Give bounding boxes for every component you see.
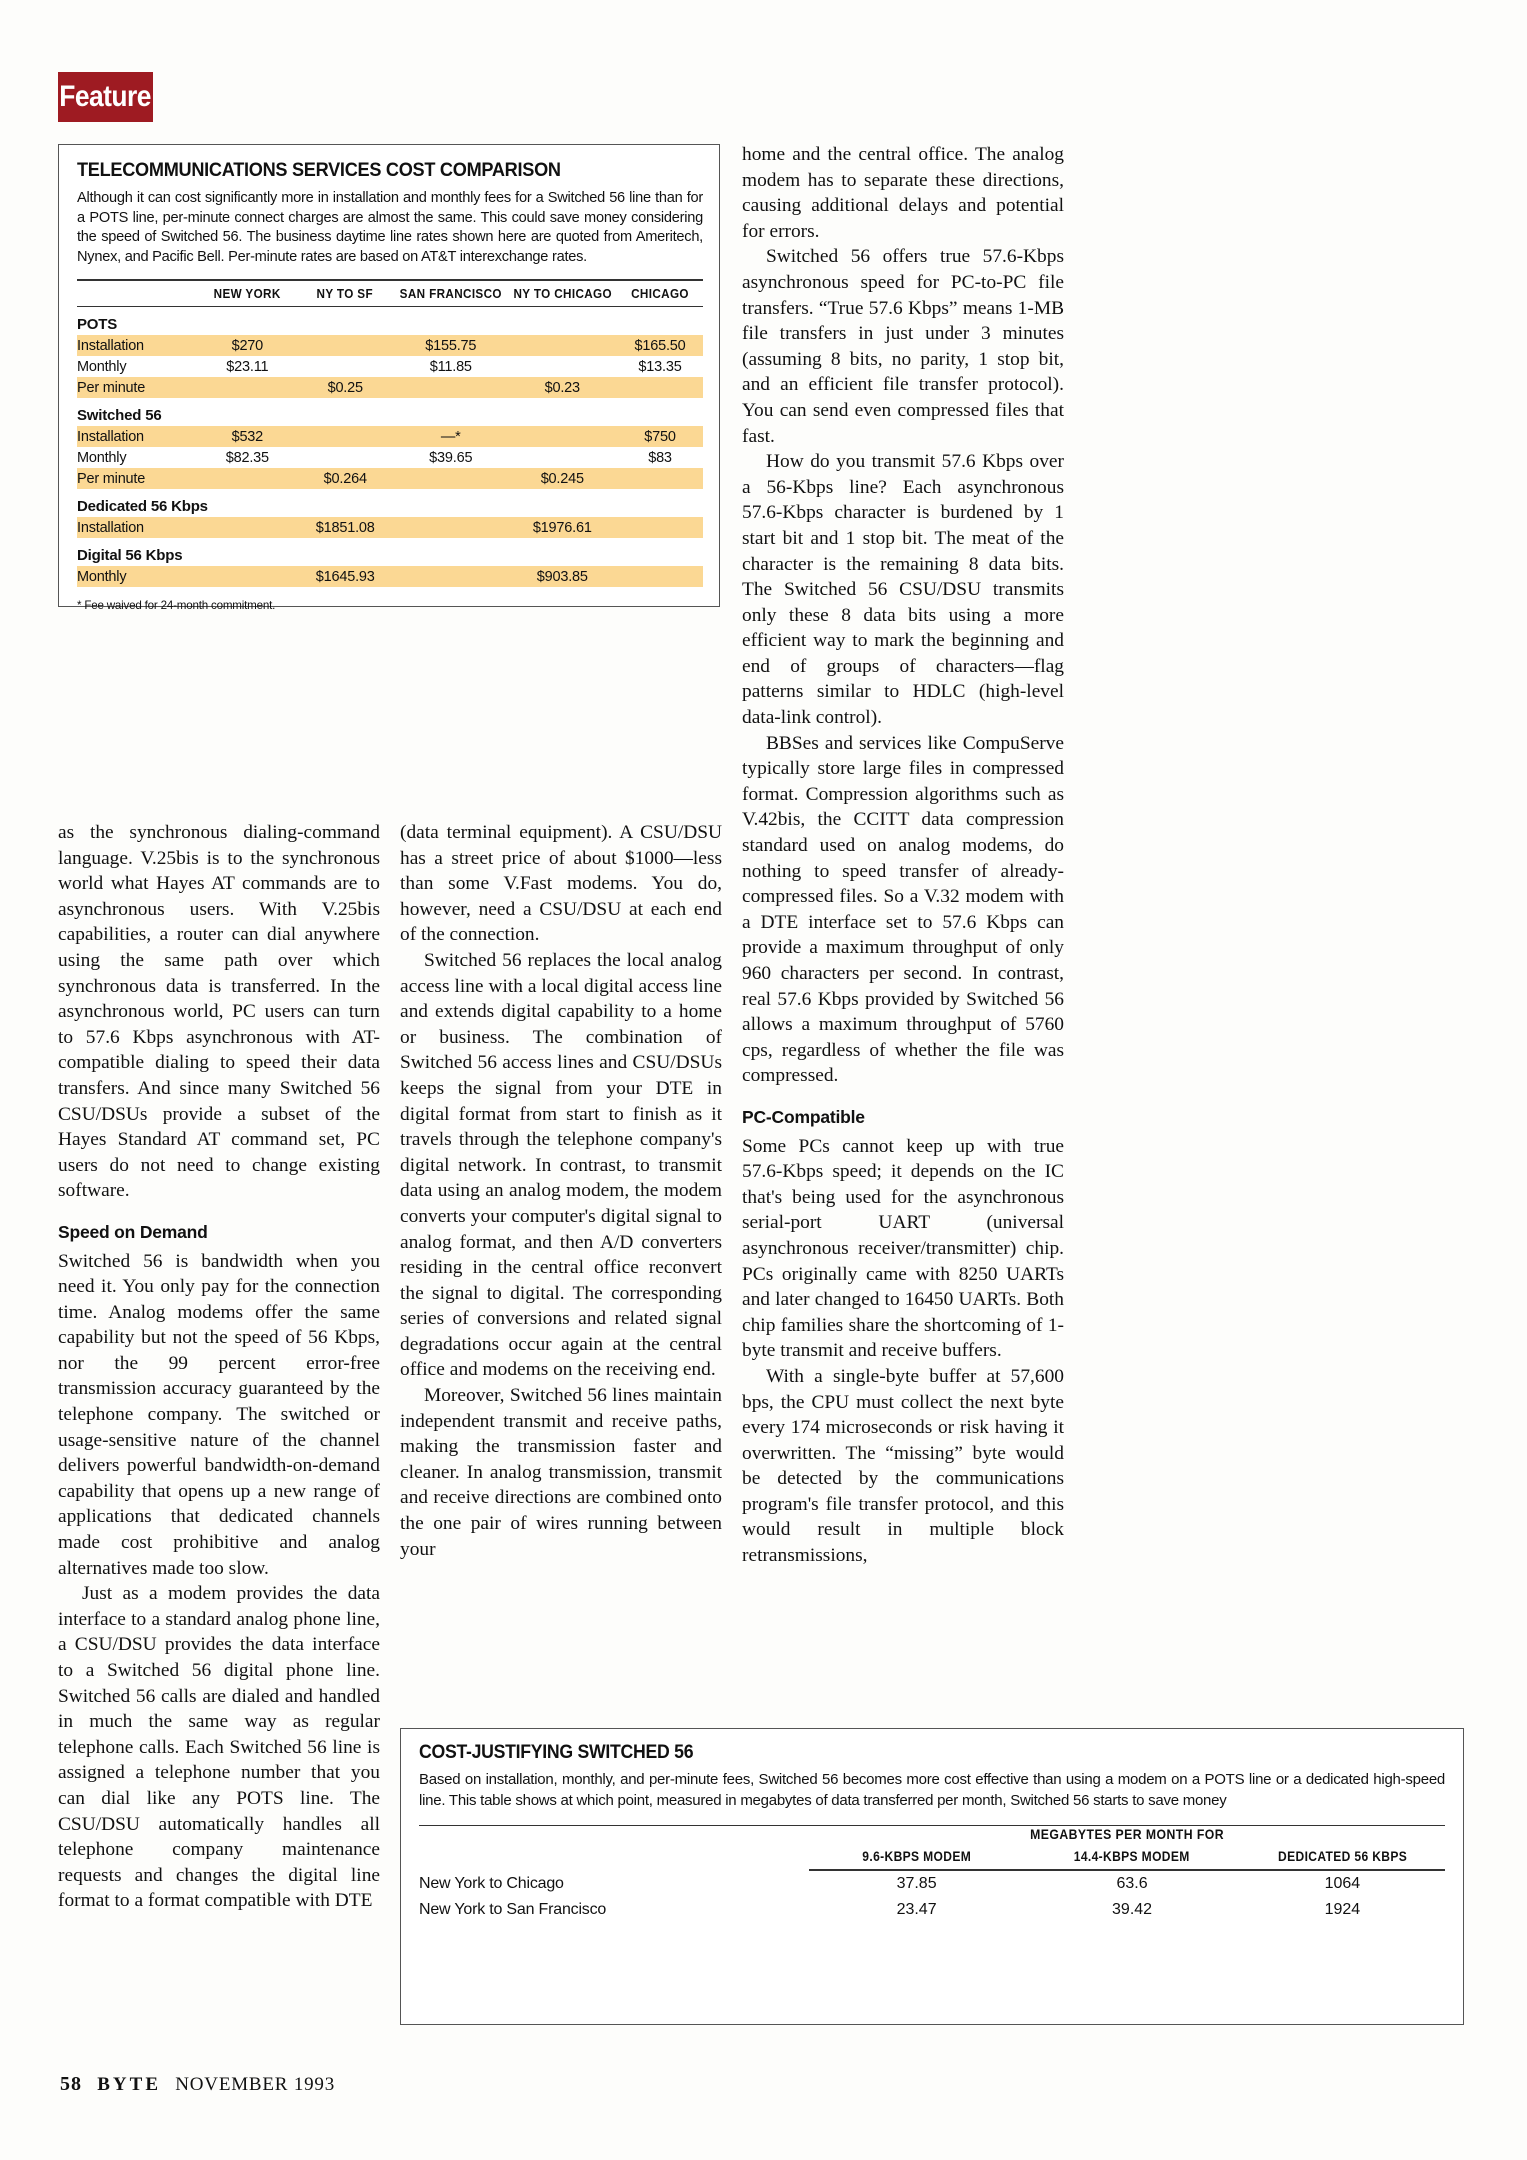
cell-ny-to-sf	[296, 447, 394, 468]
col-head-new-york: NEW YORK	[203, 280, 291, 307]
paragraph: Some PCs cannot keep up with true 57.6-Kbps speed; it depends on the IC that's being used for the asynchronous serial-port UART (universal asynchronous receiver/transmitter) chip. PCs originally came with 8250 UARTs and later changed to 16450 UARTs. Both chip families share the shortcoming of 1-byte transmit and receive buffers.	[742, 1135, 1064, 1362]
cell-san-francisco: —*	[440, 428, 461, 445]
cell-san-francisco	[394, 517, 508, 538]
cell-chicago: $13.35	[638, 358, 682, 375]
cell-chicago	[617, 517, 703, 538]
cell-new-york: $82.35	[225, 449, 269, 466]
table-row	[77, 377, 703, 398]
paragraph: With a single-byte buffer at 57,600 bps, the CPU must collect the next byte every 174 microseconds or risk having it overwritten. The “missing” byte would be detected by the communications program's file transfer protocol, and this would result in multiple block retransmissions,	[742, 1365, 1064, 1567]
table-row	[77, 335, 703, 356]
paragraph: (data terminal equipment). A CSU/DSU has a street price of about $1000—less than some V.Fast modems. You do, however, need a CSU/DSU at each end of the connection.	[400, 822, 722, 946]
table-row	[77, 447, 703, 468]
cell-ny-to-sf: $1645.93	[315, 568, 375, 585]
group-row-dedicated-56-kbps	[77, 489, 703, 517]
group-row-pots	[77, 307, 703, 336]
cost-comparison-table	[77, 279, 703, 587]
cj-col-head-dedicated-56-kbps: DEDICATED 56 KBPS	[1250, 1845, 1435, 1870]
cell-ny-to-chicago	[508, 335, 617, 356]
cj-spacer	[747, 1870, 809, 1897]
footer-page-number: 58	[60, 2073, 82, 2095]
row-label: Per minute	[77, 470, 146, 487]
group-label: POTS	[77, 316, 118, 334]
paragraph: How do you transmit 57.6 Kbps over a 56-Kbps line? Each asynchronous 57.6-Kbps character is burdened by 1 start bit and 1 stop bit. The meat of the character is the remaining 8 data bits. The Switched 56 CSU/DSU transmits only these 8 data bits using a more efficient way to mark the beginning and end of groups of characters—flag patterns similar to HDLC (high-level data-link control).	[742, 451, 1064, 729]
cell-ny-to-chicago: $0.23	[544, 379, 580, 396]
cj-blank-3	[419, 1845, 747, 1870]
cj-blank-2	[747, 1826, 809, 1846]
row-label: Monthly	[77, 568, 127, 585]
cell-96-kbps-modem: 23.47	[896, 1901, 937, 1918]
cell-chicago	[617, 566, 703, 587]
cell-chicago	[617, 468, 703, 489]
cost-table-body	[77, 307, 703, 588]
table-row	[77, 468, 703, 489]
paragraph: as the synchronous dialing-command language. V.25bis is to the synchronous world what Hayes AT commands are to asynchronous users. With V.25bis capabilities, a router can dial anywhere using the same path over which synchronous data is transferred. In the asynchronous world, PC users can turn to 57.6 Kbps asynchronous with AT-compatible dialing to speed their data transfers. And since many Switched 56 CSU/DSUs provide a subset of the Hayes Standard AT command set, PC users do not need to change existing software.	[58, 822, 380, 1202]
col-head-san-francisco: SAN FRANCISCO	[400, 280, 502, 307]
feature-flag	[58, 72, 153, 122]
cell-san-francisco	[394, 566, 508, 587]
body-column-2	[400, 820, 722, 1562]
table-row	[419, 1897, 1445, 1923]
body-column-3	[742, 142, 1064, 1569]
subhead-speed-on-demand: Speed on Demand	[58, 1221, 208, 1242]
cell-san-francisco: $39.65	[429, 449, 473, 466]
paragraph: home and the central office. The analog modem has to separate these directions, causing additional delays and potential for errors.	[742, 144, 1064, 242]
group-label: Dedicated 56 Kbps	[77, 498, 208, 516]
paragraph: Just as a modem provides the data interface to a standard analog phone line, a CSU/DSU provides the data interface to a Switched 56 digital phone line. Switched 56 calls are dialed and handled in much the same way as regular telephone calls. Each Switched 56 line is assigned a telephone number that you can dial like any POTS line. The CSU/DSU automatically handles all telephone company maintenance requests and changes the digital line format to a format compatible with DTE	[58, 1583, 380, 1912]
group-label: Switched 56	[77, 407, 162, 425]
cell-san-francisco: $155.75	[425, 337, 477, 354]
cell-ny-to-chicago	[508, 426, 617, 447]
cell-san-francisco	[394, 468, 508, 489]
cell-ny-to-sf	[296, 426, 394, 447]
table-row	[77, 356, 703, 377]
group-row-digital-56-kbps	[77, 538, 703, 566]
cj-col-head-96-kbps-modem: 9.6-KBPS MODEM	[820, 1845, 1014, 1870]
row-label: Installation	[77, 428, 144, 445]
top-box-title: TELECOMMUNICATIONS SERVICES COST COMPARISON	[77, 159, 561, 181]
cj-table-header	[419, 1826, 1445, 1871]
cell-ny-to-chicago	[508, 356, 617, 377]
cell-144-kbps-modem: 39.42	[1112, 1901, 1153, 1918]
cell-new-york	[198, 517, 296, 538]
cell-san-francisco: $11.85	[429, 358, 472, 375]
cj-table-body	[419, 1870, 1445, 1923]
cell-ny-to-sf: $0.25	[327, 379, 363, 396]
cell-ny-to-chicago	[508, 447, 617, 468]
paragraph: BBSes and services like CompuServe typically store large files in compressed format. Compression algorithms such as V.42bis, the CCITT data compression standard used on analog modems, do nothing to speed transfer of already-compressed files. So a V.32 modem with a DTE interface set to 57.6 Kbps can provide a maximum throughput of only 960 characters per second. In contrast, real 57.6 Kbps provided by Switched 56 allows a maximum throughput of 5760 cps, regardless of whether the file was compressed.	[742, 732, 1064, 1087]
cell-chicago	[617, 377, 703, 398]
row-label: Monthly	[77, 449, 127, 466]
cell-ny-to-sf	[296, 335, 394, 356]
table-footnote: * Fee waived for 24-month commitment.	[77, 599, 276, 613]
cj-spacer	[747, 1897, 809, 1923]
body-column-1	[58, 820, 380, 1914]
group-row-switched-56	[77, 398, 703, 426]
cell-chicago: $750	[644, 428, 676, 445]
top-box-description: Although it can cost significantly more in installation and monthly fees for a Switched 56 line than for a POTS line, per-minute connect charges are almost the same. This could save money considering the speed of Switched 56. The business daytime line rates shown here are quoted from Ameritech, Nynex, and Pacific Bell. Per-minute rates are based on AT&T interexchange rates.	[77, 190, 703, 265]
cost-justifying-table	[419, 1825, 1445, 1923]
cell-san-francisco	[394, 377, 508, 398]
cell-144-kbps-modem: 63.6	[1116, 1875, 1148, 1892]
cell-dedicated-56-kbps: 1924	[1324, 1901, 1361, 1918]
col-head-chicago: CHICAGO	[621, 280, 698, 307]
row-label: New York to Chicago	[419, 1874, 564, 1892]
cell-new-york: $270	[231, 337, 264, 354]
table-row	[77, 566, 703, 587]
col-head-blank	[83, 280, 192, 307]
row-label: Installation	[77, 519, 144, 536]
cell-dedicated-56-kbps: 1064	[1324, 1875, 1361, 1892]
cell-ny-to-sf	[296, 356, 394, 377]
row-label: Per minute	[77, 379, 146, 396]
page-footer	[60, 2073, 335, 2096]
paragraph: Moreover, Switched 56 lines maintain independent transmit and receive paths, making the transmission faster and cleaner. In analog transmission, transmit and receive directions are combined onto the one pair of wires running between your	[400, 1385, 722, 1560]
cell-chicago: $165.50	[634, 337, 686, 354]
col-head-ny-to-sf: NY TO SF	[301, 280, 389, 307]
row-label: New York to San Francisco	[419, 1901, 607, 1918]
cell-new-york	[198, 377, 296, 398]
table-header	[77, 280, 703, 307]
cell-chicago: $83	[648, 449, 672, 466]
table-row	[77, 517, 703, 538]
cell-96-kbps-modem: 37.85	[896, 1875, 937, 1892]
cj-blank-1	[419, 1826, 747, 1846]
paragraph: Switched 56 is bandwidth when you need it. You only pay for the connection time. Analog modems offer the same capability but not the speed of 56 Kbps, nor the 99 percent error-free transmission accuracy guaranteed by the telephone company. The switched or usage-sensitive nature of the channel delivers powerful bandwidth-on-demand capability that opens up a new range of applications that dedicated channels made cost prohibitive and analog alternatives made too slow.	[58, 1250, 380, 1579]
col-head-ny-to-chicago: NY TO CHICAGO	[513, 280, 612, 307]
table-row	[77, 426, 703, 447]
cost-justifying-box	[400, 1728, 1464, 2025]
table-row	[419, 1870, 1445, 1897]
cell-ny-to-chicago: $1976.61	[532, 519, 592, 536]
subhead-pc-compatible: PC-Compatible	[742, 1106, 865, 1127]
footer-magazine-name: BYTE	[97, 2074, 161, 2095]
cell-ny-to-chicago: $0.245	[540, 470, 584, 487]
cj-col-head-144-kbps-modem: 14.4-KBPS MODEM	[1035, 1845, 1229, 1870]
cj-group-header: MEGABYTES PER MONTH FOR	[841, 1826, 1414, 1846]
cell-new-york	[198, 566, 296, 587]
row-label: Monthly	[77, 358, 127, 375]
paragraph: Switched 56 offers true 57.6-Kbps asynchronous speed for PC-to-PC file transfers. “True 57.6 Kbps” means 1-MB file transfers in just under 3 minutes (assuming 8 bits, no parity, 1 stop bit, and an efficient file transfer protocol). You can send even compressed files that fast.	[742, 246, 1064, 447]
bottom-box-description: Based on installation, monthly, and per-minute fees, Switched 56 becomes more cost effective than using a modem on a POTS line or a dedicated high-speed line. This table shows at which point, measured in megabytes of data transferred per month, Switched 56 starts to save money	[419, 1771, 1445, 1809]
bottom-box-title: COST-JUSTIFYING SWITCHED 56	[419, 1742, 694, 1763]
cell-ny-to-sf: $0.264	[323, 470, 367, 487]
cj-blank-4	[747, 1845, 809, 1870]
cell-ny-to-chicago: $903.85	[536, 568, 588, 585]
cell-ny-to-sf: $1851.08	[315, 519, 375, 536]
footer-issue-date: NOVEMBER 1993	[175, 2074, 336, 2095]
group-label: Digital 56 Kbps	[77, 547, 183, 565]
paragraph: Switched 56 replaces the local analog access line with a local digital access line and extends digital capability to a home or business. The combination of Switched 56 access lines and CSU/DSUs keeps the signal from your DTE in digital format from start to finish as it travels through the telephone company's digital network. In contrast, to transmit data using an analog modem, the modem converts your computer's digital signal to analog format, and then A/D converters residing in the central office reconvert the signal to digital. The corresponding series of conversions and related signal degradations occur again at the central office and modems on the receiving end.	[400, 949, 722, 1381]
cell-new-york: $23.11	[226, 358, 269, 375]
feature-flag-label: Feature	[59, 80, 152, 113]
cell-new-york	[198, 468, 296, 489]
cell-new-york: $532	[231, 428, 264, 445]
telecom-cost-comparison-box	[58, 144, 720, 613]
row-label: Installation	[77, 337, 144, 354]
